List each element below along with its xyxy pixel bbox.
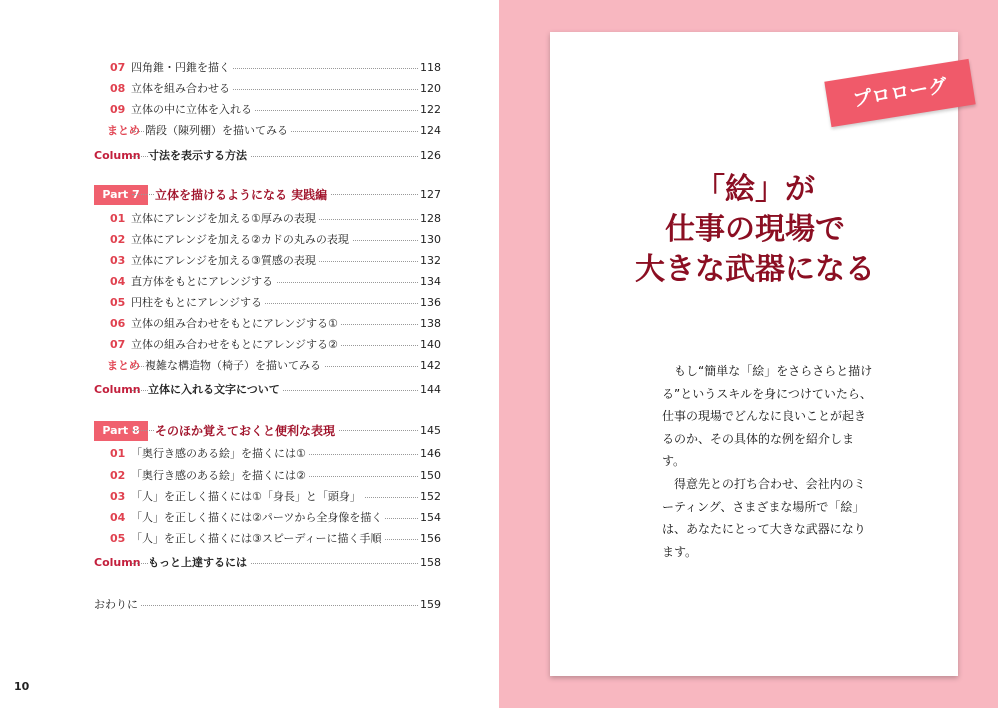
toc-title: 立体の組み合わせをもとにアレンジする① <box>131 314 341 334</box>
toc-number: 01 <box>110 212 126 225</box>
toc-page: 124 <box>420 121 440 141</box>
toc-number: Column <box>94 383 141 396</box>
toc-page: 159 <box>420 595 440 615</box>
toc-row[interactable] <box>0 100 440 120</box>
toc-page: 118 <box>420 58 440 78</box>
toc-page: 154 <box>420 508 440 528</box>
toc-title: おわりに <box>94 595 141 615</box>
toc-page: 120 <box>420 79 440 99</box>
toc-row[interactable] <box>0 487 440 507</box>
toc-page: 130 <box>420 230 440 250</box>
part-badge: Part 8 <box>94 421 148 441</box>
toc-number: 07 <box>110 338 126 351</box>
toc-page: 145 <box>420 420 440 442</box>
toc-number: Column <box>94 556 141 569</box>
toc-page: 138 <box>420 314 440 334</box>
toc-row[interactable] <box>0 314 440 334</box>
toc-row[interactable] <box>0 508 440 528</box>
toc-page: 126 <box>420 146 440 166</box>
toc-number: 03 <box>110 490 126 503</box>
part-title: 立体を描けるようになる 実践編 <box>155 184 330 206</box>
page-number: 10 <box>14 680 30 693</box>
toc-row[interactable] <box>0 230 440 250</box>
toc-row[interactable] <box>0 293 440 313</box>
toc-number: 01 <box>110 447 126 460</box>
toc-title: 立体にアレンジを加える①厚みの表現 <box>131 209 319 229</box>
toc-row-column[interactable] <box>0 553 440 573</box>
toc-row[interactable] <box>0 58 440 78</box>
toc-title: もっと上達するには <box>148 553 250 573</box>
toc-number: まとめ <box>107 124 140 137</box>
toc-number: 07 <box>110 61 126 74</box>
toc-number: 08 <box>110 82 126 95</box>
toc-row[interactable] <box>0 272 440 292</box>
prologue-card <box>550 32 958 676</box>
toc-title: 「奥行き感のある絵」を描くには② <box>131 466 309 486</box>
toc-row-column[interactable] <box>0 146 440 166</box>
toc-title: 四角錐・円錐を描く <box>131 58 233 78</box>
toc-title: 立体の組み合わせをもとにアレンジする② <box>131 335 341 355</box>
toc-row-part[interactable] <box>0 420 440 442</box>
toc-number: 04 <box>110 275 126 288</box>
toc-number: 02 <box>110 469 126 482</box>
toc-row[interactable] <box>0 444 440 464</box>
toc-row-summary[interactable] <box>0 121 440 141</box>
toc-row-part[interactable] <box>0 184 440 206</box>
body-text <box>662 360 874 563</box>
toc-number: 04 <box>110 511 126 524</box>
toc-row[interactable] <box>0 529 440 549</box>
toc-title: 直方体をもとにアレンジする <box>131 272 276 292</box>
paragraph: もし“簡単な「絵」をさらさらと描ける”というスキルを身につけていたら、仕事の現場でどんなに良いことが起きるのか、その具体的な例を紹介します。 <box>662 364 873 469</box>
toc-number: 06 <box>110 317 126 330</box>
toc-number: まとめ <box>107 359 140 372</box>
toc-page: 150 <box>420 466 440 486</box>
toc-page: 128 <box>420 209 440 229</box>
toc-page: 134 <box>420 272 440 292</box>
toc-page: 122 <box>420 100 440 120</box>
toc-page: 136 <box>420 293 440 313</box>
toc-row[interactable] <box>0 79 440 99</box>
part-title: そのほか覚えておくと便利な表現 <box>155 420 338 442</box>
toc-row-ending[interactable] <box>0 595 440 615</box>
toc-number: 05 <box>110 532 126 545</box>
toc-number: Column <box>94 149 141 162</box>
toc-title: 「人」を正しく描くには②パーツから全身像を描く <box>131 508 385 528</box>
toc-row[interactable] <box>0 209 440 229</box>
toc-title: 立体に入れる文字について <box>148 380 283 400</box>
toc-row[interactable] <box>0 251 440 271</box>
toc-title: 「奥行き感のある絵」を描くには① <box>131 444 309 464</box>
toc-page: 146 <box>420 444 440 464</box>
toc-number: 03 <box>110 254 126 267</box>
headline-line: 大きな武器になる <box>635 252 875 287</box>
headline-line: 仕事の現場で <box>665 212 845 247</box>
toc-page: 158 <box>420 553 440 573</box>
toc-page: 156 <box>420 529 440 549</box>
toc-title: 階段（陳列棚）を描いてみる <box>145 121 291 141</box>
part-badge: Part 7 <box>94 185 148 205</box>
toc-page: 142 <box>420 356 440 376</box>
paragraph: 得意先との打ち合わせ、会社内のミーティング、さまざまな場所で「絵」は、あなたにとって大きな武器になります。 <box>662 476 866 559</box>
toc-page: 140 <box>420 335 440 355</box>
headline-line: 「絵」が <box>695 172 815 207</box>
toc-number: 02 <box>110 233 126 246</box>
prologue-tag: プロローグ <box>824 59 975 127</box>
toc-row-column[interactable] <box>0 380 440 400</box>
toc-page: 127 <box>420 184 440 206</box>
headline <box>600 170 910 290</box>
toc-page: 132 <box>420 251 440 271</box>
toc-row[interactable] <box>0 466 440 486</box>
toc-title: 立体を組み合わせる <box>131 79 233 99</box>
toc-title: 「人」を正しく描くには①「身長」と「頭身」 <box>131 487 364 507</box>
toc-title: 複雑な構造物（椅子）を描いてみる <box>145 356 324 376</box>
toc-title: 寸法を表示する方法 <box>148 146 250 166</box>
toc-title: 円柱をもとにアレンジする <box>131 293 265 313</box>
toc-page: 152 <box>420 487 440 507</box>
toc-title: 立体にアレンジを加える②カドの丸みの表現 <box>131 230 352 250</box>
toc-title: 「人」を正しく描くには③スピーディーに描く手順 <box>131 529 385 549</box>
toc-row[interactable] <box>0 335 440 355</box>
toc-title: 立体にアレンジを加える③質感の表現 <box>131 251 319 271</box>
toc-title: 立体の中に立体を入れる <box>131 100 255 120</box>
toc-page: 144 <box>420 380 440 400</box>
toc-row-summary[interactable] <box>0 356 440 376</box>
leader-dots <box>132 605 418 606</box>
toc-number: 05 <box>110 296 126 309</box>
toc-number: 09 <box>110 103 126 116</box>
